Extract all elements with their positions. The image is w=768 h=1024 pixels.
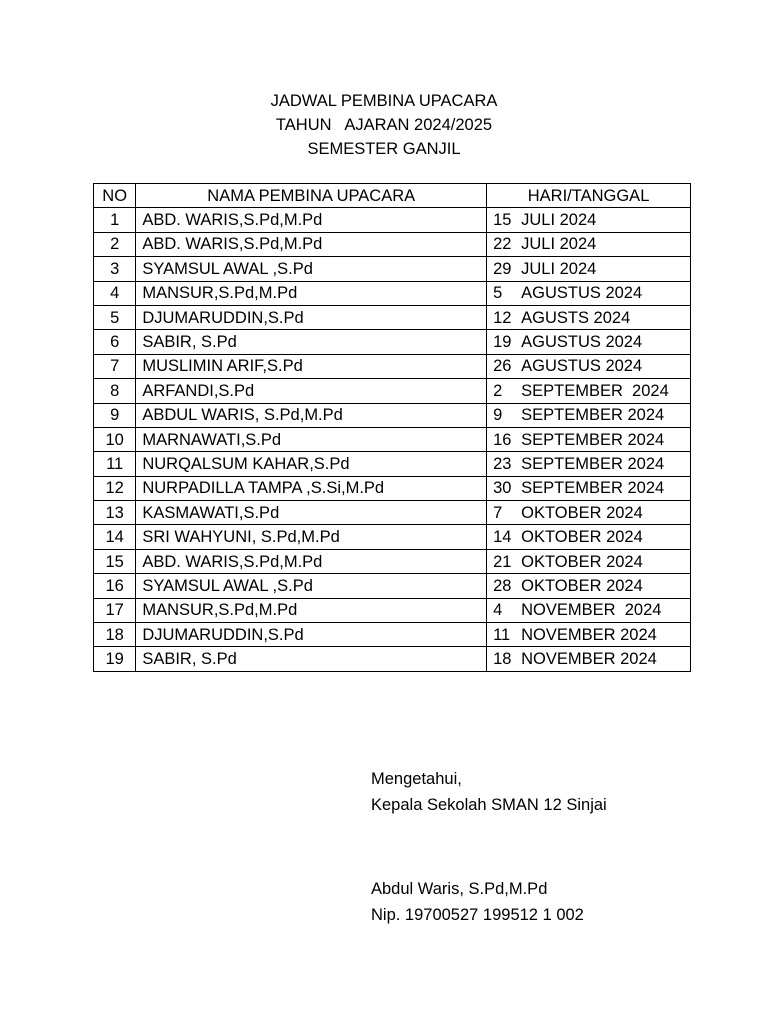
row-pembina-name: SYAMSUL AWAL ,S.Pd <box>136 257 487 281</box>
row-date-month-year: AGUSTUS 2024 <box>521 357 643 376</box>
row-number: 5 <box>94 305 136 329</box>
row-number: 15 <box>94 549 136 573</box>
row-date <box>487 305 691 329</box>
row-pembina-name: SABIR, S.Pd <box>136 330 487 354</box>
row-pembina-name: KASMAWATI,S.Pd <box>136 501 487 525</box>
row-date-day: 26 <box>493 357 512 376</box>
row-date-month-year: SEPTEMBER 2024 <box>521 381 669 400</box>
row-number: 13 <box>94 501 136 525</box>
row-date <box>487 647 691 671</box>
row-date-month-year: OKTOBER 2024 <box>521 576 643 595</box>
signer-nip: Nip. 19700527 199512 1 002 <box>371 906 584 924</box>
row-date-day: 9 <box>493 406 503 425</box>
table-row <box>94 330 691 354</box>
row-number: 19 <box>94 647 136 671</box>
table-row <box>94 354 691 378</box>
table-row <box>94 525 691 549</box>
row-pembina-name: NURPADILLA TAMPA ,S.Si,M.Pd <box>136 476 487 500</box>
row-number: 18 <box>94 623 136 647</box>
signer-name: Abdul Waris, S.Pd,M.Pd <box>371 880 548 898</box>
row-date-day: 14 <box>493 528 512 547</box>
title-line-1: JADWAL PEMBINA UPACARA <box>270 92 498 110</box>
table-row <box>94 452 691 476</box>
row-number: 4 <box>94 281 136 305</box>
table-row <box>94 403 691 427</box>
row-number: 2 <box>94 232 136 256</box>
document-title <box>0 89 768 161</box>
table-row <box>94 598 691 622</box>
row-date-day: 2 <box>493 381 503 400</box>
row-date <box>487 598 691 622</box>
row-pembina-name: ABDUL WARIS, S.Pd,M.Pd <box>136 403 487 427</box>
row-date <box>487 208 691 232</box>
row-pembina-name: DJUMARUDDIN,S.Pd <box>136 305 487 329</box>
table-row <box>94 623 691 647</box>
acknowledged-label: Mengetahui, <box>371 770 462 788</box>
row-date-day: 5 <box>493 284 503 303</box>
row-date-day: 11 <box>493 625 511 644</box>
table-row <box>94 427 691 451</box>
row-date-day: 19 <box>493 333 512 352</box>
row-date-day: 16 <box>493 430 512 449</box>
row-date <box>487 232 691 256</box>
row-pembina-name: NURQALSUM KAHAR,S.Pd <box>136 452 487 476</box>
row-date <box>487 452 691 476</box>
schedule-table <box>93 183 691 672</box>
table-header-row <box>94 184 691 208</box>
row-date <box>487 330 691 354</box>
row-date-day: 7 <box>493 503 503 522</box>
table-row <box>94 476 691 500</box>
row-date <box>487 525 691 549</box>
table-row <box>94 232 691 256</box>
row-number: 17 <box>94 598 136 622</box>
row-date-month-year: AGUSTUS 2024 <box>521 284 643 303</box>
row-date-month-year: NOVEMBER 2024 <box>521 601 662 620</box>
row-pembina-name: ABD. WARIS,S.Pd,M.Pd <box>136 549 487 573</box>
row-number: 12 <box>94 476 136 500</box>
row-date <box>487 574 691 598</box>
table-row <box>94 647 691 671</box>
row-number: 1 <box>94 208 136 232</box>
row-date-month-year: OKTOBER 2024 <box>521 552 643 571</box>
row-number: 7 <box>94 354 136 378</box>
row-date <box>487 501 691 525</box>
row-date-month-year: JULI 2024 <box>521 259 597 278</box>
row-date-day: 12 <box>493 308 512 327</box>
title-line-2: TAHUN AJARAN 2024/2025 <box>275 116 493 134</box>
row-date-month-year: NOVEMBER 2024 <box>521 625 657 644</box>
signer-position: Kepala Sekolah SMAN 12 Sinjai <box>371 796 607 814</box>
row-date <box>487 354 691 378</box>
row-date-month-year: SEPTEMBER 2024 <box>521 479 665 498</box>
row-date-month-year: NOVEMBER 2024 <box>521 650 657 669</box>
row-date-day: 4 <box>493 601 503 620</box>
schedule-body <box>94 208 691 671</box>
row-pembina-name: ABD. WARIS,S.Pd,M.Pd <box>136 208 487 232</box>
row-date-month-year: JULI 2024 <box>521 235 597 254</box>
table-row <box>94 379 691 403</box>
row-number: 3 <box>94 257 136 281</box>
row-date <box>487 257 691 281</box>
row-date-day: 22 <box>493 235 512 254</box>
row-date <box>487 281 691 305</box>
row-date <box>487 427 691 451</box>
row-date <box>487 623 691 647</box>
row-pembina-name: MANSUR,S.Pd,M.Pd <box>136 598 487 622</box>
row-number: 6 <box>94 330 136 354</box>
row-number: 16 <box>94 574 136 598</box>
row-number: 14 <box>94 525 136 549</box>
row-date-month-year: AGUSTUS 2024 <box>521 333 643 352</box>
row-date <box>487 549 691 573</box>
row-pembina-name: SYAMSUL AWAL ,S.Pd <box>136 574 487 598</box>
row-date-day: 23 <box>493 454 512 473</box>
row-date-day: 28 <box>493 576 512 595</box>
signature-acknowledgement <box>371 766 607 818</box>
row-date-month-year: OKTOBER 2024 <box>521 528 643 547</box>
table-row <box>94 208 691 232</box>
row-number: 8 <box>94 379 136 403</box>
row-pembina-name: ABD. WARIS,S.Pd,M.Pd <box>136 232 487 256</box>
table-row <box>94 281 691 305</box>
row-number: 10 <box>94 427 136 451</box>
table-row <box>94 549 691 573</box>
row-date <box>487 379 691 403</box>
row-date-month-year: SEPTEMBER 2024 <box>521 454 665 473</box>
table-row <box>94 257 691 281</box>
row-date-month-year: JULI 2024 <box>521 211 597 230</box>
row-pembina-name: SRI WAHYUNI, S.Pd,M.Pd <box>136 525 487 549</box>
row-pembina-name: DJUMARUDDIN,S.Pd <box>136 623 487 647</box>
signature-signer <box>371 876 584 928</box>
row-date-month-year: OKTOBER 2024 <box>521 503 643 522</box>
row-pembina-name: MUSLIMIN ARIF,S.Pd <box>136 354 487 378</box>
row-date-month-year: SEPTEMBER 2024 <box>521 430 665 449</box>
row-pembina-name: MARNAWATI,S.Pd <box>136 427 487 451</box>
header-name: NAMA PEMBINA UPACARA <box>136 184 487 208</box>
table-row <box>94 305 691 329</box>
row-pembina-name: SABIR, S.Pd <box>136 647 487 671</box>
table-row <box>94 574 691 598</box>
row-date-day: 30 <box>493 479 512 498</box>
row-date <box>487 403 691 427</box>
header-date: HARI/TANGGAL <box>487 184 691 208</box>
row-number: 11 <box>94 452 136 476</box>
title-line-3: SEMESTER GANJIL <box>307 140 461 158</box>
row-date-day: 21 <box>493 552 512 571</box>
row-pembina-name: ARFANDI,S.Pd <box>136 379 487 403</box>
row-pembina-name: MANSUR,S.Pd,M.Pd <box>136 281 487 305</box>
row-date-day: 18 <box>493 650 512 669</box>
row-number: 9 <box>94 403 136 427</box>
row-date-day: 15 <box>493 211 512 230</box>
table-row <box>94 501 691 525</box>
row-date-month-year: SEPTEMBER 2024 <box>521 406 665 425</box>
row-date-day: 29 <box>493 259 512 278</box>
header-no: NO <box>94 184 136 208</box>
row-date <box>487 476 691 500</box>
row-date-month-year: AGUSTS 2024 <box>521 308 631 327</box>
